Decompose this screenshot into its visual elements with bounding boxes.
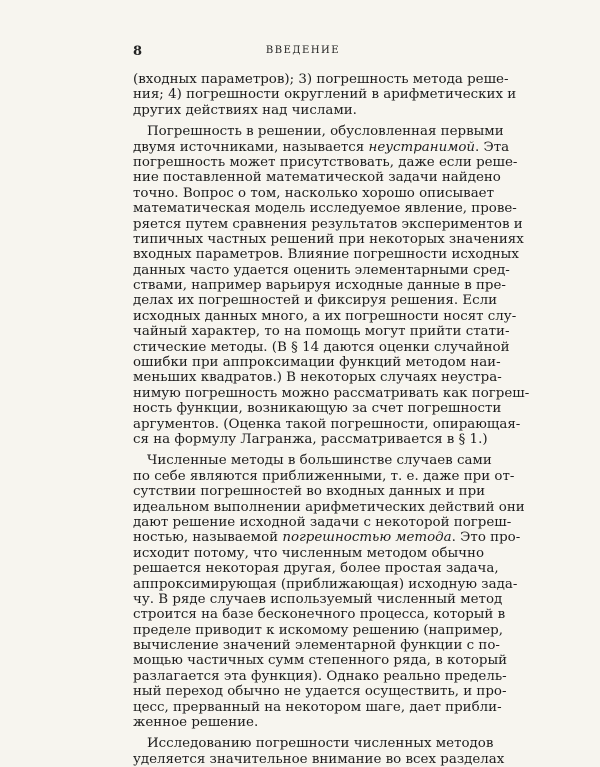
italic-term: неустранимой	[368, 139, 476, 155]
text-line: Погрешность в решении, обусловленная первыми	[147, 124, 504, 140]
text-line: ния; 4) погрешности округлений в арифметических и	[133, 87, 517, 103]
text-line: (входных параметров); 3) погрешность метода реше-	[133, 72, 509, 87]
text-line: дают решение исходной задачи с некоторой погреш-	[133, 514, 512, 530]
text-line: решается некоторая другая, более простая задача,	[133, 561, 499, 577]
paragraph	[133, 72, 517, 118]
text-line: ность функции, возникающую за счет погрешности	[133, 401, 502, 417]
text-line: данных часто удается оценить элементарными сред-	[133, 262, 510, 278]
text-line: идеальном выполнении арифметических действий они	[133, 499, 525, 515]
text-line: ся на формулу Лагранжа, рассматривается в § 1.)	[133, 431, 488, 447]
text-line: по себе являются приближенными, т. е. даже при от-	[133, 468, 515, 484]
text-line: меньших квадратов.) В некоторых случаях неустра-	[133, 370, 502, 386]
paragraph	[133, 453, 525, 731]
paragraph	[133, 124, 530, 447]
text-line: аппроксимирующая (приближающая) исходную зада-	[133, 576, 518, 592]
paragraph	[133, 736, 505, 767]
text-line: Численные методы в большинстве случаев сами	[147, 453, 492, 469]
text-line: Исследованию погрешности численных методов	[147, 736, 494, 752]
text-line: двумя источниками, называется неустранимой. Эта	[133, 139, 510, 155]
text-line: исходит потому, что численным методом обычно	[133, 545, 485, 561]
text-line: ностью, называемой погрешностью метода. Это про-	[133, 530, 521, 546]
text-line: точно. Вопрос о том, насколько хорошо описывает	[133, 185, 495, 201]
text-line: ряется путем сравнения результатов экспериментов и	[133, 216, 523, 232]
text-line: чайный характер, то на помощь могут прийти стати-	[133, 324, 510, 340]
text-line: входных параметров. Влияние погрешности исходных	[133, 247, 519, 263]
text-line: исходных данных много, а их погрешности носят слу-	[133, 308, 517, 324]
page-header	[133, 44, 473, 64]
text-line: типичных частных решений при некоторых значениях	[133, 231, 524, 247]
text-line: сутствии погрешностей во входных данных и при	[133, 484, 486, 500]
text-line: нимую погрешность можно рассматривать как погреш-	[133, 385, 530, 401]
italic-term: погрешностью метода	[282, 530, 452, 546]
text-line: пределе приводит к искомому решению (например,	[133, 622, 504, 638]
text-line: женное решение.	[133, 715, 259, 731]
running-title: ВВЕДЕНИЕ	[265, 45, 341, 56]
text-line: уделяется значительное внимание во всех разделах	[133, 751, 505, 767]
text-line: вычисление значений элементарной функции с по-	[133, 638, 500, 654]
text-line: чу. В ряде случаев используемый численный метод	[133, 591, 503, 607]
text-line: ствами, например варьируя исходные данные в пре-	[133, 278, 506, 294]
text-line: мощью частичных сумм степенного ряда, в который	[133, 653, 508, 669]
text-line: других действиях над числами.	[133, 102, 357, 118]
page-number: 8	[133, 44, 143, 59]
text-line: строится на базе бесконечного процесса, который в	[133, 607, 506, 623]
text-line: погрешность может присутствовать, даже если реше-	[133, 154, 518, 170]
text-line: ние поставленной математической задачи найдено	[133, 170, 501, 186]
text-line: цесс, прерванный на некотором шаге, дает прибли-	[133, 699, 502, 715]
text-line: разлагается эта функция). Однако реально предель-	[133, 668, 507, 684]
text-line: стические методы. (В § 14 даются оценки случайной	[133, 339, 510, 355]
text-line: математическая модель исследуемое явление, прове-	[133, 201, 517, 217]
text-line: аргументов. (Оценка такой погрешности, опирающая-	[133, 416, 521, 432]
text-line: ный переход обычно не удается осуществить, и про-	[133, 684, 507, 700]
text-line: ошибки при аппроксимации функций методом наи-	[133, 355, 501, 371]
text-line: делах их погрешностей и фиксируя решения. Если	[133, 293, 498, 309]
body-text	[133, 72, 530, 767]
